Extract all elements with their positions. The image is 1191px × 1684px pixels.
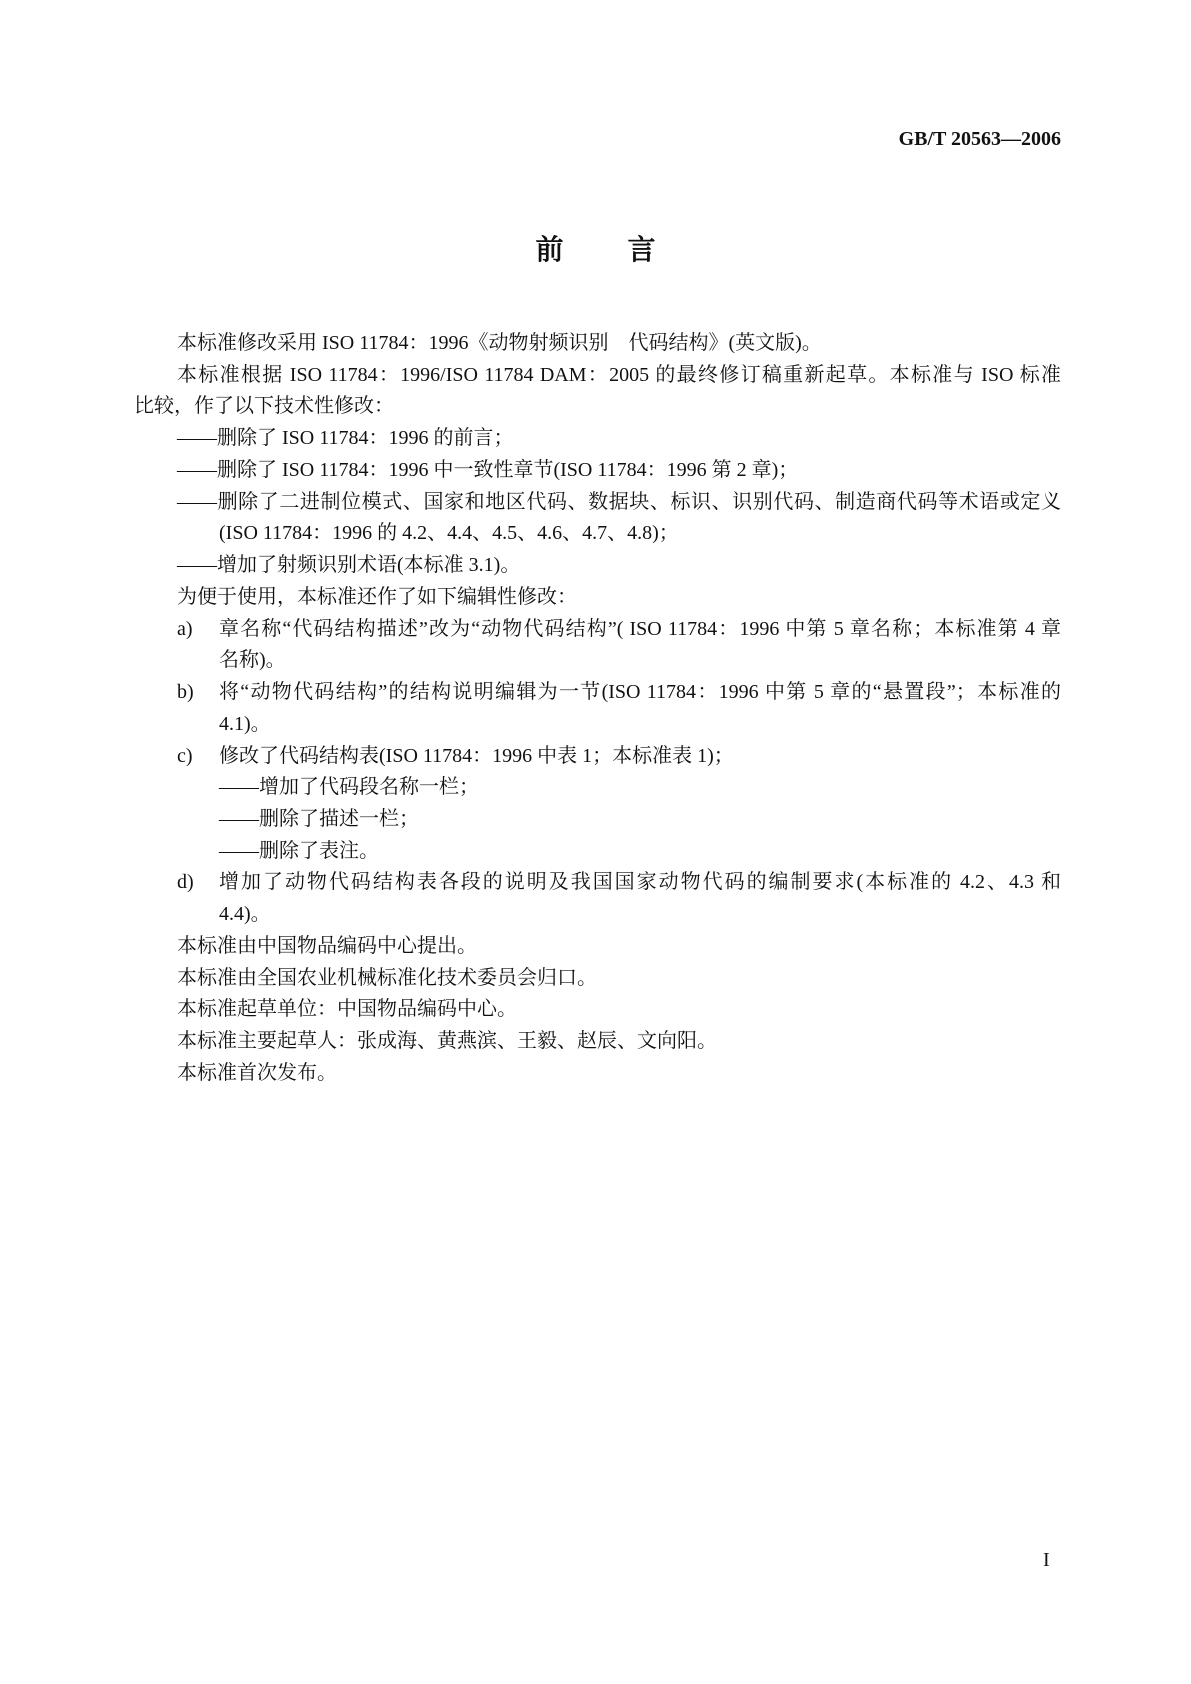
list-marker: d) (177, 871, 194, 894)
editorial-sub-item: ——删除了描述一栏； (219, 808, 419, 831)
basis-paragraph-line: 本标准根据 ISO 11784：1996/ISO 11784 DAM：2005 的最终修订稿重新起草。本标准与 ISO 标准 (177, 363, 1061, 386)
technical-change-item: ——增加了射频识别术语(本标准 3.1)。 (177, 554, 521, 577)
list-marker: c) (177, 744, 193, 767)
closing-paragraph: 本标准由中国物品编码中心提出。 (177, 934, 477, 957)
editorial-sub-item: ——删除了表注。 (219, 839, 379, 862)
editorial-change-continuation: 4.1)。 (219, 712, 271, 735)
closing-paragraph: 本标准首次发布。 (177, 1061, 337, 1084)
editorial-intro: 为便于使用，本标准还作了如下编辑性修改： (177, 585, 577, 608)
editorial-change-continuation: 4.4)。 (219, 903, 271, 926)
editorial-change-text: 章名称“代码结构描述”改为“动物代码结构”( ISO 11784：1996 中第 5 章名称；本标准第 4 章 (219, 617, 1061, 640)
editorial-change-continuation: 名称)。 (219, 649, 286, 672)
editorial-change-text: 修改了代码结构表(ISO 11784：1996 中表 1；本标准表 1)； (219, 744, 734, 767)
technical-change-item: ——删除了 ISO 11784：1996 的前言； (177, 427, 514, 450)
closing-paragraph: 本标准起草单位：中国物品编码中心。 (177, 998, 517, 1021)
page-number: I (1043, 1549, 1050, 1571)
closing-paragraph: 本标准主要起草人：张成海、黄燕滨、王毅、赵辰、文向阳。 (177, 1030, 717, 1053)
list-marker: b) (177, 681, 194, 704)
editorial-change-item-c (134, 741, 1061, 773)
basis-paragraph-line: 比较，作了以下技术性修改： (134, 395, 394, 418)
intro-paragraph: 本标准修改采用 ISO 11784：1996《动物射频识别 代码结构》(英文版)。 (177, 332, 822, 354)
foreword-title-text: 前 言 (535, 235, 674, 266)
editorial-change-item-d (134, 867, 1061, 899)
technical-change-item: ——删除了二进制位模式、国家和地区代码、数据块、标识、识别代码、制造商代码等术语或定义 (177, 490, 1061, 513)
editorial-change-item-a (134, 614, 1061, 646)
closing-paragraph: 本标准由全国农业机械标准化技术委员会归口。 (177, 966, 597, 989)
standard-code-header: GB/T 20563—2006 (898, 128, 1061, 150)
editorial-sub-item: ——增加了代码段名称一栏； (219, 776, 479, 799)
foreword-title (0, 234, 1191, 268)
editorial-change-text: 将“动物代码结构”的结构说明编辑为一节(ISO 11784：1996 中第 5 章的“悬置段”；本标准的 (219, 681, 1061, 704)
technical-change-item: ——删除了 ISO 11784：1996 中一致性章节(ISO 11784：1996 第 2 章)； (177, 458, 799, 481)
editorial-change-item-b (134, 677, 1061, 709)
foreword-body (134, 328, 1061, 1090)
editorial-change-text: 增加了动物代码结构表各段的说明及我国国家动物代码的编制要求(本标准的 4.2、4.3 和 (219, 871, 1061, 894)
technical-change-item-continuation: (ISO 11784：1996 的 4.2、4.4、4.5、4.6、4.7、4.8)； (219, 522, 679, 545)
list-marker: a) (177, 617, 193, 640)
